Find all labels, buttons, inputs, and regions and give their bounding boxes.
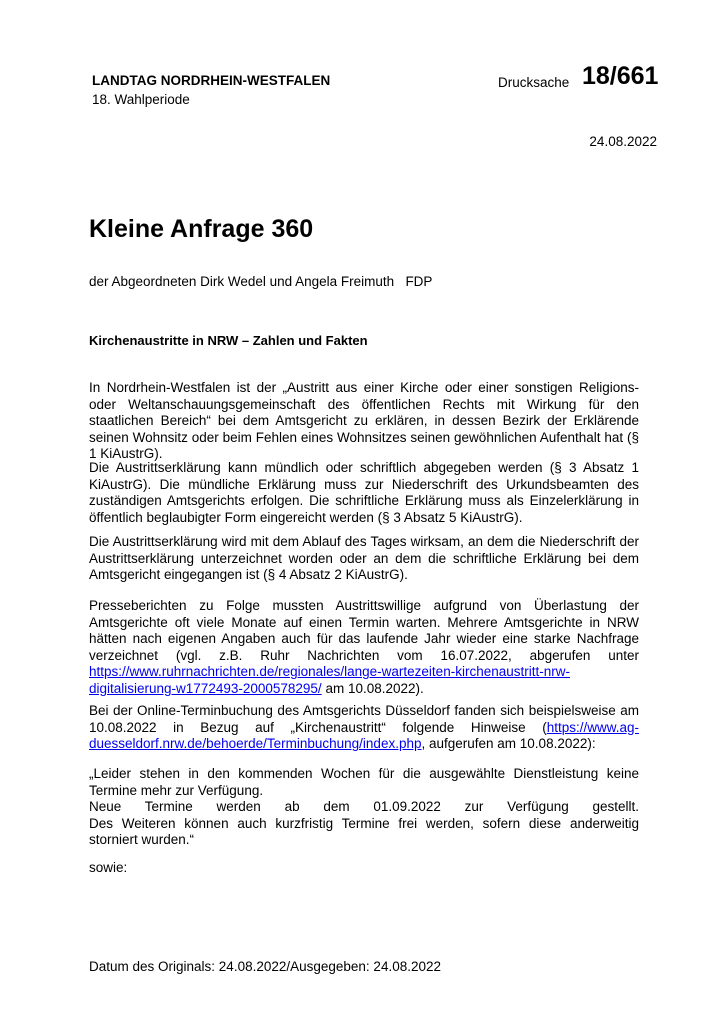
- document-date: 24.08.2022: [589, 134, 657, 149]
- paragraph-5-text: [89, 703, 639, 753]
- drucksache-label: Drucksache: [498, 75, 570, 90]
- paragraph-4-text: [89, 598, 639, 698]
- ruhrnachrichten-link[interactable]: https://www.ruhrnachrichten.de/regionales/lange-wartezeiten-kirchenaustritt-nrw-digitalisierung-w1772493-2000578295/: [89, 664, 570, 696]
- authors-line: der Abgeordneten Dirk Wedel und Angela Freimuth FDP: [89, 274, 433, 289]
- paragraph-3-text: Die Austrittserklärung wird mit dem Ablauf des Tages wirksam, an dem die Niederschrift der Austrittserklärung unterzeichnet worden oder an dem die schriftliche Erklärung bei dem Amtsgericht eingegangen ist (§ 4 Absatz 2 KiAustrG).: [89, 534, 639, 583]
- parliament-name: LANDTAG NORDRHEIN-WESTFALEN: [92, 73, 331, 88]
- quote-block: [89, 766, 639, 849]
- quote-line-3: Des Weiteren können auch kurzfristig Termine frei werden, sofern diese anderweitig storniert wurden.“: [89, 815, 639, 848]
- paragraph-sowie: [89, 860, 639, 877]
- quote-line-2: Neue Termine werden ab dem 01.09.2022 zur Verfügung gestellt.: [89, 799, 639, 815]
- quote-line-1: „Leider stehen in den kommenden Wochen für die ausgewählte Dienstleistung keine Termine mehr zur Verfügung.: [89, 766, 639, 798]
- paragraph-4: [89, 598, 639, 698]
- paragraph-4-body: Presseberichten zu Folge mussten Austrittswillige aufgrund von Überlastung der Amtsgerichte oft viele Monate auf einen Termin warten. Mehrere Amtsgerichte in NRW hätten nach eigenen Angaben auch für das laufende Jahr wieder eine starke Nachfrage verzeichnet (vgl. z.B. Ruhr Nachrichten vom 16.07.2022, abgerufen unter: [89, 598, 639, 663]
- paragraph-2: [89, 460, 639, 526]
- ag-duesseldorf-link[interactable]: https://www.ag-duesseldorf.nrw.de/behoerde/Terminbuchung/index.php: [89, 719, 639, 752]
- election-period: 18. Wahlperiode: [92, 92, 190, 107]
- subject-heading: Kirchenaustritte in NRW – Zahlen und Fakten: [89, 333, 368, 348]
- paragraph-4-tail: am 10.08.2022).: [321, 680, 424, 696]
- paragraph-2-text: Die Austrittserklärung kann mündlich oder schriftlich abgegeben werden (§ 3 Absatz 1 KiAustrG). Die mündliche Erklärung muss zur Niederschrift des Urkundsbeamten des zuständigen Amtsgerichts erfolgen. Die schriftliche Erklärung muss als Einzelerklärung in öffentlich beglaubigter Form eingereicht werden (§ 3 Absatz 5 KiAustrG).: [89, 460, 639, 525]
- paragraph-1: [89, 380, 639, 463]
- paragraph-5-body: Bei der Online-Terminbuchung des Amtsgerichts Düsseldorf fanden sich beispielsweise am 10.08.2022 in Bezug auf „Kirchenaustritt“ folgende Hinweise (: [89, 703, 639, 735]
- drucksache-number: 18/661: [582, 62, 659, 90]
- paragraph-5: [89, 703, 639, 753]
- paragraph-5-tail: , aufgerufen am 10.08.2022):: [421, 736, 596, 752]
- paragraph-3: [89, 534, 639, 584]
- footer-date: Datum des Originals: 24.08.2022/Ausgegeben: 24.08.2022: [89, 959, 442, 974]
- document-title: Kleine Anfrage 360: [89, 215, 314, 243]
- paragraph-1-text: In Nordrhein-Westfalen ist der „Austritt aus einer Kirche oder einer sonstigen Religions- oder Weltanschauungsgemeinschaft des öffentlichen Rechts mit Wirkung für den staatlichen Bereich“ bei dem Amtsgericht zu erklären, in dessen Bezirk der Erklärende seinen Wohnsitz oder beim Fehlen eines Wohnsitzes seinen gewöhnlichen Aufenthalt hat (§ 1 KiAustrG).: [89, 380, 639, 462]
- sowie-text: sowie:: [89, 860, 128, 875]
